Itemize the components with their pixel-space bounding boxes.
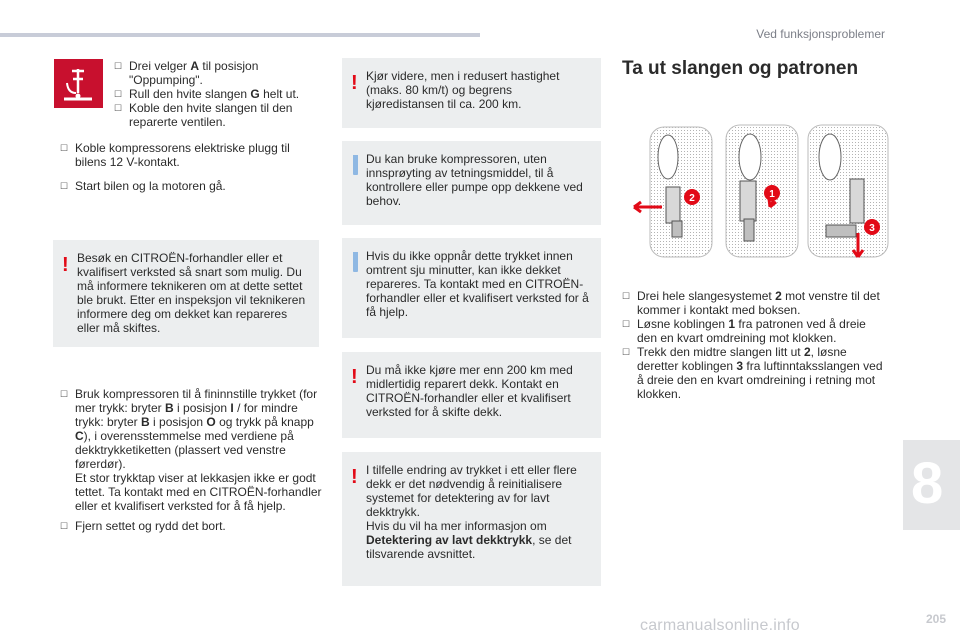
warning-box-speed	[342, 58, 601, 128]
warning-icon: !	[351, 72, 358, 94]
info-icon	[353, 155, 358, 175]
step-b-1: ☐ Koble kompressorens elektriske plugg til bilens 12 V-kontakt.	[60, 141, 322, 169]
section-title: Ved funksjonsproblemer	[756, 27, 885, 41]
info-icon	[353, 252, 358, 272]
svg-text:1: 1	[769, 189, 775, 200]
warning-box-distance	[342, 352, 601, 438]
step-c-1: ☐ Bruk kompressoren til å fininnstille trykket (for mer trykk: bryter B i posisjon I / for mindre trykk: bryter B i posisjon O og trykk på knapp C), i overensstemmelse med verdiene på dekktrykketiketten (plassert ved venstre førerdør). Et stor trykktap viser at lekkasjen ikke er godt tettet. Ta kontakt med en CITROËN-forhandler eller et kvalifisert verksted for å få hjelp.	[60, 387, 322, 513]
removal-step-1: ☐ Drei hele slangesystemet 2 mot venstre til det kommer i kontakt med boksen.	[622, 289, 884, 317]
callout-3	[864, 219, 880, 235]
panel-1	[634, 127, 712, 257]
steps-a	[114, 59, 320, 129]
distance-warning-text: Du må ikke kjøre mer enn 200 km med midlertidig reparert dekk. Kontakt en CITROËN-forhandler eller et kvalifisert verksted for å skifte dekk.	[366, 363, 573, 419]
compressor-info-text: Du kan bruke kompressoren, uten innsprøyting av tetningsmiddel, til å kontrollere eller pumpe opp dekkene ved behov.	[366, 152, 583, 208]
warning-box-reinit	[342, 452, 601, 586]
step-b-2: ☐ Start bilen og la motoren gå.	[60, 179, 322, 193]
chapter-tab	[903, 440, 960, 530]
removal-step-3: ☐ Trekk den midtre slangen litt ut 2, løsne deretter koblingen 3 fra luftinntaksslangen ved å dreie den en kvart omdreining i retning mot klokken.	[622, 345, 884, 401]
reinit-warning-text: I tilfelle endring av trykket i ett eller flere dekk er det nødvendig å reinitialisere systemet for detektering av for lavt dekktrykk. Hvis du vil ha mer informasjon om Detektering av lavt dekktrykk, se det tilsvarende avsnittet.	[366, 463, 577, 561]
warning-icon: !	[351, 466, 358, 488]
hose-removal-illustration	[620, 117, 892, 273]
steps-c	[60, 387, 322, 533]
info-box-compressor	[342, 141, 601, 225]
warning-text: Besøk en CITROËN-forhandler eller et kvalifisert verksted så snart som mulig. Du må informere teknikeren om at dette settet ble brukt. Etter en inspeksjon vil teknikeren informere deg om dekket kan repareres eller må skiftes.	[77, 251, 306, 335]
removal-step-2: ☐ Løsne koblingen 1 fra patronen ved å dreie den en kvart omdreining mot klokken.	[622, 317, 884, 345]
page-number: 205	[925, 612, 946, 626]
svg-text:2: 2	[689, 193, 695, 204]
pressure-info-text: Hvis du ikke oppnår dette trykket innen omtrent sju minutter, kan ikke dekket repareres. Ta kontakt med en CITROËN-forhandler eller et kvalifisert verksted for å få hjelp.	[366, 249, 589, 319]
removal-steps	[622, 289, 884, 401]
chapter-number: 8	[911, 451, 944, 516]
info-box-pressure	[342, 238, 601, 338]
warning-box-1	[53, 240, 319, 347]
panel-2	[726, 125, 798, 257]
speed-warning-text: Kjør videre, men i redusert hastighet (maks. 80 km/t) og begrens kjøredistansen til ca. 200 km.	[366, 69, 560, 111]
step-a-2: ☐ Rull den hvite slangen G helt ut.	[114, 87, 320, 101]
warning-icon: !	[351, 366, 358, 388]
step-a-3: ☐ Koble den hvite slangen til den reparerte ventilen.	[114, 101, 320, 129]
step-a-1: ☐ Drei velger A til posisjon "Oppumping".	[114, 59, 320, 87]
valve-icon	[54, 59, 103, 108]
svg-text:3: 3	[869, 223, 875, 234]
step-c-2: ☐ Fjern settet og rydd det bort.	[60, 519, 322, 533]
panel-3	[808, 125, 888, 257]
steps-b	[60, 141, 322, 193]
callout-2	[684, 189, 700, 205]
header-rule	[0, 33, 480, 37]
callout-1	[764, 185, 780, 201]
page-title: Ta ut slangen og patronen	[622, 58, 859, 79]
warning-icon: !	[62, 254, 69, 276]
watermark: carmanualsonline.info	[640, 617, 800, 634]
